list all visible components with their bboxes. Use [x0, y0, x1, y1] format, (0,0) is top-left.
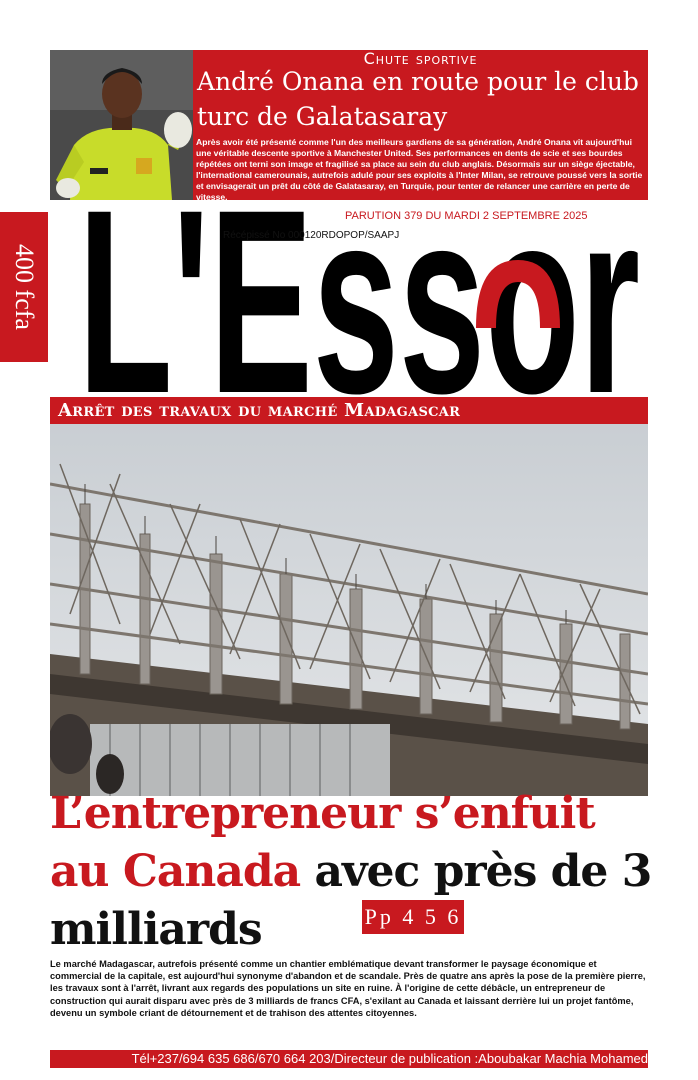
footer-contact-bar: Tél+237/694 635 686/670 664 203/Directeur de publication :Aboubakar Machia Mohamed [50, 1050, 648, 1068]
main-headline [50, 785, 660, 959]
top-story-title: André Onana en route pour le club turc de Galatasaray [197, 67, 639, 131]
pages-tag: Pp 4 5 6 [362, 900, 464, 934]
lead-paragraph: Le marché Madagascar, autrefois présenté comme un chantier emblématique devant transformer le paysage économique et commercial de la capitale, est aujourd'hui synonyme d'abandon et de scandale. Près de quatre ans après la pose de la première pierre, les travaux sont à l'arrêt, livrant aux regards des populations un site en ruine. À l'origine de cette débâcle, un entrepreneur de construction qui aurait disparu avec près de 3 milliards de francs CFA, s'exilant au Canada et laissant derrière lui un projet fantôme, devenu un symbole criant de détournement et de trahison des attentes citoyennes. [50, 959, 646, 1018]
masthead-title: L'Essor [78, 200, 640, 396]
price-label: 400 fcfa [10, 244, 39, 330]
top-story-text: Après avoir été présenté comme l'un des meilleurs gardiens de sa génération, André Onana vit aujourd'hui une véritable descente sportive à Manchester United. Ses performances en dents de scie et ses bourdes répétées ont terni son image et fragilisé sa place au sein du club anglais. Désormais sur un siège éjectable, l'international camerounais, autrefois adulé pour ses exploits à l'Inter Milan, se retrouve poussé vers la sortie et envisagerait un prêt du côté de Galatasaray, en Turquie, pour tenter de relancer une carrière en perte de vitesse. [196, 137, 643, 202]
top-story-box [50, 50, 648, 200]
section-banner: Arrêt des travaux du marché Madagascar [50, 397, 648, 424]
issue-line: PARUTION 379 DU MARDI 2 SEPTEMBRE 2025 [345, 210, 588, 222]
headline-part-1: L’entrepreneur s’enfuit au Canada [50, 788, 595, 897]
price-tag [0, 212, 48, 362]
construction-site-photo [50, 424, 648, 796]
receipt-number: Récépissé No 000120RDOPOP/SAAPJ [223, 230, 400, 241]
headline-part-2: avec près de 3 milliards [50, 846, 652, 955]
goalkeeper-photo [50, 50, 193, 200]
top-story-kicker: Chute sportive [363, 49, 478, 68]
